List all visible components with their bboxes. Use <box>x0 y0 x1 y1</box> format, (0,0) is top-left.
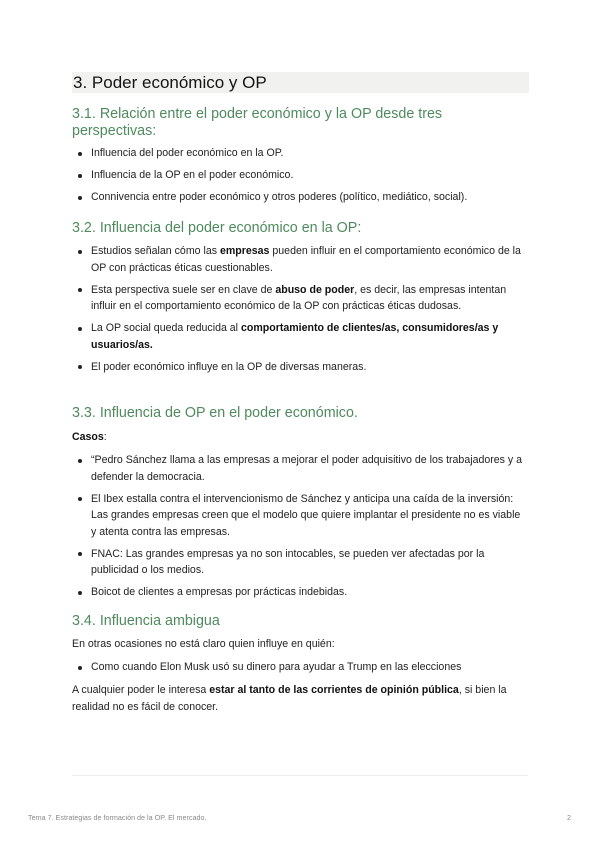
heading-3-2: 3.2. Influencia del poder económico en la OP: <box>72 220 362 236</box>
footer-divider <box>72 775 528 776</box>
list-item: FNAC: Las grandes empresas ya no son intocables, se pueden ver afectadas por la publicidad o los medios. <box>72 546 528 579</box>
paragraph-closing: A cualquier poder le interesa estar al tanto de las corrientes de opinión pública, si bien la realidad no es fácil de conocer. <box>72 684 507 713</box>
list-item: Influencia del poder económico en la OP. <box>72 145 528 162</box>
list-item: Boicot de clientes a empresas por prácticas indebidas. <box>72 584 528 601</box>
list-item: El Ibex estalla contra el intervencionismo de Sánchez y anticipa una caída de la inversión: Las grandes empresas creen que el modelo que quiere implantar el presidente no es viable y atenta contra las empresas. <box>72 491 528 541</box>
footer-title: Tema 7. Estrategias de formación de la OP. El mercado. <box>28 813 207 822</box>
heading-3-3: 3.3. Influencia de OP en el poder económico. <box>72 405 358 421</box>
list-item: El poder económico influye en la OP de diversas maneras. <box>72 359 528 376</box>
casos-label: Casos: <box>72 431 107 443</box>
list-3-3 <box>72 452 528 606</box>
paragraph-intro: En otras ocasiones no está claro quien influye en quién: <box>72 638 335 650</box>
list-item: Connivencia entre poder económico y otros poderes (político, mediático, social). <box>72 189 528 206</box>
list-item: Como cuando Elon Musk usó su dinero para ayudar a Trump en las elecciones <box>72 659 528 676</box>
list-item: La OP social queda reducida al comportamiento de clientes/as, consumidores/as y usuarios/as. <box>72 320 528 353</box>
list-3-2 <box>72 243 528 381</box>
list-item: Influencia de la OP en el poder económico. <box>72 167 528 184</box>
list-item: Esta perspectiva suele ser en clave de abuso de poder, es decir, las empresas intentan influir en el comportamiento económico de la OP con prácticas éticas dudosas. <box>72 282 528 315</box>
list-3-1 <box>72 145 528 211</box>
list-item: Estudios señalan cómo las empresas pueden influir en el comportamiento económico de la OP con prácticas éticas cuestionables. <box>72 243 528 276</box>
heading-3-4: 3.4. Influencia ambigua <box>72 613 220 629</box>
list-3-4 <box>72 659 528 681</box>
section-title: 3. Poder económico y OP <box>72 72 529 93</box>
page-number: 2 <box>567 813 571 822</box>
list-item: “Pedro Sánchez llama a las empresas a mejorar el poder adquisitivo de los trabajadores y a defender la democracia. <box>72 452 528 485</box>
heading-3-1: 3.1. Relación entre el poder económico y la OP desde tres perspectivas: <box>72 106 443 139</box>
